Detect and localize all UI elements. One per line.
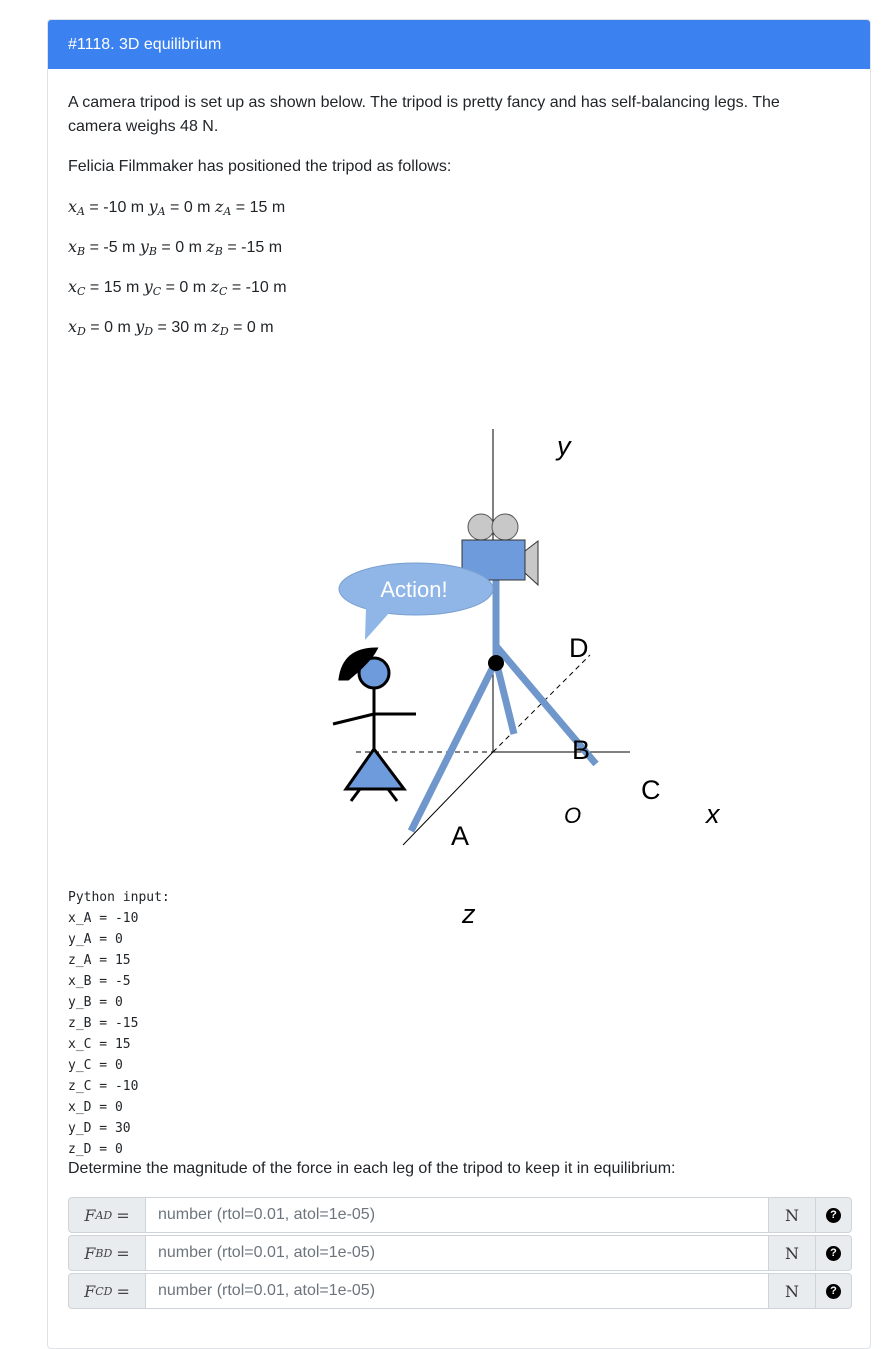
bubble-text: Action! xyxy=(380,577,448,602)
setup-text: Felicia Filmmaker has positioned the tripod as follows: xyxy=(68,158,452,175)
answer-input-FAD[interactable] xyxy=(146,1197,768,1233)
label-B: B xyxy=(572,735,591,765)
question-prompt: Determine the magnitude of the force in each leg of the tripod to keep it in equilibrium: xyxy=(68,1160,676,1177)
intro-text: A camera tripod is set up as shown below. The tripod is pretty fancy and has self-balancing legs. The camera weighs 48 N. xyxy=(68,94,780,135)
axis-label-z: z xyxy=(462,899,476,929)
question-circle-icon: ? xyxy=(826,1246,841,1261)
camera-reel-left xyxy=(468,514,494,540)
answer-row-FCD xyxy=(68,1273,852,1309)
answer-row-FAD xyxy=(68,1197,852,1233)
help-button[interactable] xyxy=(816,1273,852,1309)
question-circle-icon: ? xyxy=(826,1208,841,1223)
filmmaker-figure xyxy=(333,649,416,801)
answer-row-FBD xyxy=(68,1235,852,1271)
coordinates-A: xA = -10 m yA = 0 m zA = 15 m xyxy=(68,197,286,218)
camera-lens xyxy=(525,541,538,585)
unit-label: N xyxy=(768,1273,816,1309)
answer-label-FBD: F BD = xyxy=(68,1235,146,1271)
leg-A xyxy=(411,661,496,831)
origin-label: O xyxy=(564,803,582,828)
speech-bubble xyxy=(339,563,493,640)
answer-label-FCD: F CD = xyxy=(68,1273,146,1309)
coordinates-C: xC = 15 m yC = 0 m zC = -10 m xyxy=(68,277,287,298)
label-C: C xyxy=(641,775,661,805)
coordinates-D: xD = 0 m yD = 30 m zD = 0 m xyxy=(68,317,274,338)
camera-reel-right xyxy=(492,514,518,540)
question-card xyxy=(47,19,871,1349)
unit-label: N xyxy=(768,1197,816,1233)
unit-label: N xyxy=(768,1235,816,1271)
question-circle-icon: ? xyxy=(826,1284,841,1299)
help-button[interactable] xyxy=(816,1235,852,1271)
axis-label-x: x xyxy=(706,799,720,829)
help-button[interactable] xyxy=(816,1197,852,1233)
tripod-figure xyxy=(278,379,720,929)
point-D xyxy=(488,655,504,671)
answer-input-FBD[interactable] xyxy=(146,1235,768,1271)
z-axis xyxy=(403,752,493,845)
leg-B xyxy=(496,661,514,734)
question-title: #1118. 3D equilibrium xyxy=(68,35,222,53)
label-A: A xyxy=(451,821,470,851)
axis-label-y: y xyxy=(557,431,571,461)
label-D: D xyxy=(569,633,589,663)
python-input: Python input: x_A = -10 y_A = 0 z_A = 15 x_B = -5 y_B = 0 z_B = -15 x_C = 15 y_C = 0 z_C = -10 x_D = 0 y_D = 30 z_D = 0 xyxy=(68,890,170,1157)
coordinates-B: xB = -5 m yB = 0 m zB = -15 m xyxy=(68,237,283,258)
answer-label-FAD: F AD = xyxy=(68,1197,146,1233)
answer-input-FCD[interactable] xyxy=(146,1273,768,1309)
card-header xyxy=(48,20,870,69)
